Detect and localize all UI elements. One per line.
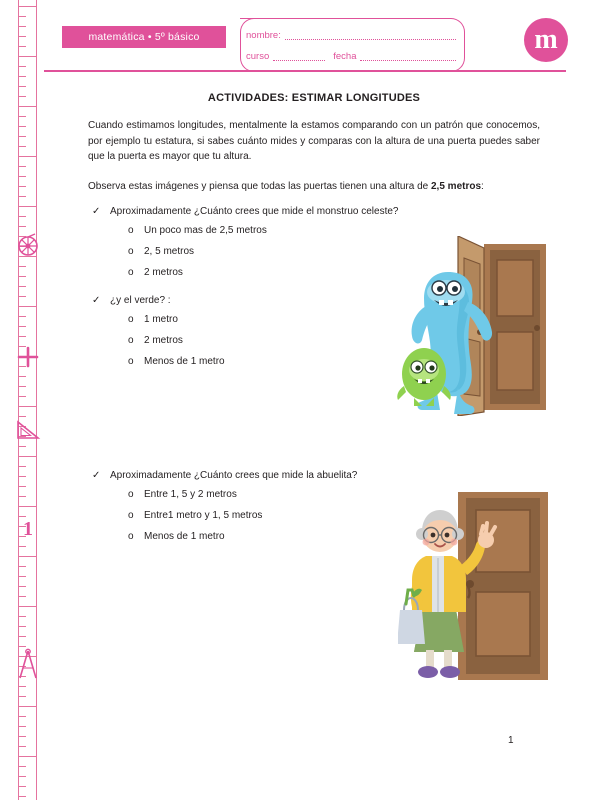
question-1: [88, 206, 540, 217]
ruler-tick: [18, 206, 36, 207]
option-bullet-icon: o: [128, 334, 134, 346]
option-bullet-icon: o: [128, 266, 134, 278]
page-number: 1: [508, 735, 514, 746]
ruler-tick: [18, 266, 26, 267]
date-field-label: fecha: [333, 51, 357, 62]
course-date-field-row[interactable]: [246, 41, 456, 62]
question-1-text: Aproximadamente ¿Cuánto crees que mide el monstruo celeste?: [110, 205, 399, 217]
ruler-tick: [18, 466, 26, 467]
ruler-tick: [18, 146, 26, 147]
name-field-line[interactable]: [285, 29, 456, 40]
option-label: Menos de 1 metro: [144, 530, 225, 542]
check-icon: ✓: [92, 294, 101, 306]
option-label: Menos de 1 metro: [144, 355, 225, 367]
ruler-tick: [18, 646, 26, 647]
ruler-tick: [18, 776, 26, 777]
option-item[interactable]: [128, 224, 540, 237]
wheel-icon: [14, 232, 42, 263]
question-2-text: ¿y el verde? :: [110, 294, 171, 306]
name-field-label: nombre:: [246, 30, 281, 41]
ruler-tick: [18, 586, 26, 587]
name-field-row[interactable]: [246, 20, 456, 41]
ruler-tick: [18, 276, 26, 277]
worksheet-header: [44, 14, 584, 76]
date-field-line[interactable]: [360, 50, 456, 61]
ruler-tick: [18, 606, 36, 607]
ruler-tick: [18, 126, 26, 127]
observa-suffix: :: [481, 180, 484, 192]
ruler-tick: [18, 216, 26, 217]
granny-door-illustration: [398, 492, 556, 688]
option-label: 1 metro: [144, 313, 178, 325]
ruler-tick: [18, 746, 26, 747]
ruler-tick: [18, 86, 26, 87]
ruler-tick: [18, 176, 26, 177]
ruler-tick: [18, 766, 26, 767]
ruler-tick: [18, 136, 26, 137]
ruler-tick: [18, 186, 26, 187]
check-icon: ✓: [92, 205, 101, 217]
ruler-tick: [18, 756, 36, 757]
ruler-tick: [18, 736, 26, 737]
ruler-tick: [18, 76, 26, 77]
ruler-tick: [18, 286, 26, 287]
ruler-tick: [18, 66, 26, 67]
ruler-tick: [18, 326, 26, 327]
ruler-tick: [18, 376, 26, 377]
decorative-margin-ruler: [0, 0, 44, 800]
observa-prefix: Observa estas imágenes y piensa que todas las puertas tienen una altura de: [88, 180, 431, 192]
option-bullet-icon: o: [128, 509, 134, 521]
ruler-tick: [18, 796, 26, 797]
intro-paragraph: Cuando estimamos longitudes, mentalmente la estamos comparando con un patrón que conocemos, por ejemplo tu estatura, si sabes cuánto mides y comparas con la altura de una puerta puedes saber que la puerta es mayor que tu altura.: [88, 120, 540, 162]
ruler-tick: [18, 16, 26, 17]
ruler-tick: [18, 406, 36, 407]
observa-paragraph: [88, 179, 540, 194]
option-bullet-icon: o: [128, 224, 134, 236]
ruler-tick: [18, 226, 26, 227]
observa-bold: 2,5 metros: [431, 180, 482, 192]
ruler-tick: [18, 46, 26, 47]
ruler-tick: [18, 786, 26, 787]
ruler-tick: [18, 336, 26, 337]
ruler-tick: [18, 696, 26, 697]
ruler-tick: [18, 576, 26, 577]
ruler-tick: [18, 306, 36, 307]
question-3: [88, 470, 540, 481]
ruler-tick: [18, 386, 26, 387]
ruler-tick: [18, 546, 26, 547]
ruler-tick: [18, 726, 26, 727]
option-label: 2, 5 metros: [144, 245, 195, 257]
ruler-tick: [18, 486, 26, 487]
subject-tag: matemática • 5º básico: [62, 26, 226, 48]
page-title: ACTIVIDADES: ESTIMAR LONGITUDES: [207, 92, 421, 104]
ruler-tick: [18, 26, 26, 27]
ruler-tick: [18, 316, 26, 317]
ruler-tick: [18, 496, 26, 497]
compass-icon: [14, 648, 42, 687]
ruler-tick: [18, 416, 26, 417]
question-3-text: Aproximadamente ¿Cuánto crees que mide la abuelita?: [110, 469, 358, 481]
option-bullet-icon: o: [128, 488, 134, 500]
ruler-tick: [18, 636, 26, 637]
ruler-tick: [18, 96, 26, 97]
option-label: 2 metros: [144, 334, 183, 346]
triangle-ruler-icon: [14, 418, 42, 447]
student-fields: [246, 20, 456, 68]
number-one-icon: 1: [23, 518, 33, 540]
ruler-tick: [18, 506, 36, 507]
monsters-door-illustration: [396, 236, 556, 416]
ruler-tick: [18, 296, 26, 297]
ruler-tick: [18, 196, 26, 197]
ruler-tick: [18, 566, 26, 567]
ruler-tick: [18, 616, 26, 617]
logo-badge: m: [524, 18, 568, 62]
option-label: Entre 1, 5 y 2 metros: [144, 488, 237, 500]
ruler-tick: [18, 156, 36, 157]
ruler-tick: [18, 556, 36, 557]
ruler-tick: [18, 476, 26, 477]
ruler-tick: [18, 56, 36, 57]
ruler-tick: [18, 596, 26, 597]
ruler-tick: [18, 396, 26, 397]
ruler-tick: [18, 6, 36, 7]
ruler-tick: [18, 166, 26, 167]
option-label: Un poco mas de 2,5 metros: [144, 224, 267, 236]
option-bullet-icon: o: [128, 355, 134, 367]
plus-icon: [14, 346, 42, 373]
ruler-tick: [18, 106, 36, 107]
ruler-tick: [18, 36, 26, 37]
course-field-line[interactable]: [273, 50, 325, 61]
option-bullet-icon: o: [128, 245, 134, 257]
ruler-tick: [18, 706, 36, 707]
header-divider: [44, 70, 566, 72]
check-icon: ✓: [92, 469, 101, 481]
option-label: 2 metros: [144, 266, 183, 278]
option-label: Entre1 metro y 1, 5 metros: [144, 509, 263, 521]
ruler-tick: [18, 716, 26, 717]
course-field-label: curso: [246, 51, 270, 62]
option-bullet-icon: o: [128, 530, 134, 542]
ruler-tick: [18, 626, 26, 627]
ruler-tick: [18, 516, 26, 517]
ruler-tick: [18, 456, 36, 457]
option-bullet-icon: o: [128, 313, 134, 325]
ruler-tick: [18, 116, 26, 117]
